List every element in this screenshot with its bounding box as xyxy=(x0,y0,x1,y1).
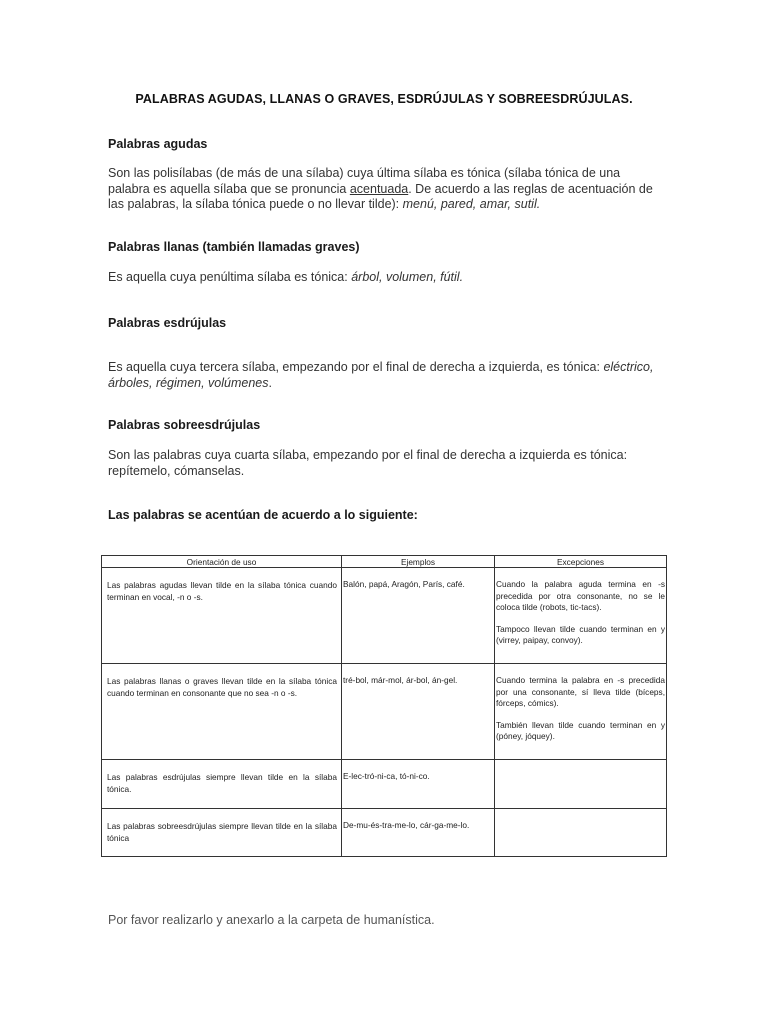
agudas-text-after: . De acuerdo a las reglas de acentuación de las palabras, la sílaba tónica puede o no llevar tilde): xyxy=(108,181,653,211)
exception-text: También llevan tilde cuando terminan en y (póney, jóquey). xyxy=(496,719,665,741)
heading-agudas: Palabras agudas xyxy=(108,137,208,151)
orientation-cell: Las palabras esdrújulas siempre llevan tilde en la sílaba tónica. xyxy=(102,760,342,809)
heading-esdrujulas: Palabras esdrújulas xyxy=(108,316,227,330)
paragraph-llanas xyxy=(108,270,658,286)
link-acentuada[interactable]: acentuada xyxy=(349,181,409,196)
exception-text: Cuando la palabra aguda termina en -s precedida por otra consonante, no se le coloca tilde (robots, tic-tacs). xyxy=(496,579,665,612)
paragraph-esdrujulas xyxy=(108,360,658,391)
examples-cell: Balón, papá, Aragón, París, café. xyxy=(342,568,495,664)
orientation-cell: Las palabras sobreesdrújulas siempre llevan tilde en la sílaba tónica xyxy=(102,809,342,857)
orientation-cell: Las palabras agudas llevan tilde en la sílaba tónica cuando terminan en vocal, -n o -s. xyxy=(102,568,342,664)
esdrujulas-text: Es aquella cuya tercera sílaba, empezando por el final de derecha a izquierda, es tónica: xyxy=(108,360,604,374)
esdrujulas-end: . xyxy=(268,375,272,390)
llanas-text: Es aquella cuya penúltima sílaba es tónica: xyxy=(108,270,352,284)
llanas-examples: árbol, volumen, fútil. xyxy=(351,270,464,284)
table-header-row xyxy=(102,556,667,568)
header-examples: Ejemplos xyxy=(342,556,495,568)
heading-llanas: Palabras llanas (también llamadas graves) xyxy=(108,240,360,254)
esdrujulas-examples: eléctrico, árboles, régimen, volúmenes xyxy=(108,360,654,390)
heading-rules: Las palabras se acentúan de acuerdo a lo siguiente: xyxy=(108,508,418,522)
paragraph-agudas xyxy=(108,166,658,213)
exceptions-cell xyxy=(495,568,667,664)
document-title: PALABRAS AGUDAS, LLANAS O GRAVES, ESDRÚJULAS Y SOBREESDRÚJULAS. xyxy=(135,92,633,106)
table-row xyxy=(102,568,667,664)
header-orientation: Orientación de uso xyxy=(102,556,342,568)
exceptions-cell xyxy=(495,760,667,809)
examples-cell: tré-bol, már-mol, ár-bol, án-gel. xyxy=(342,664,495,760)
agudas-text-before: Son las polisílabas (de más de una sílaba) cuya última sílaba es tónica (sílaba tónica de una palabra es aquella sílaba que se pronuncia xyxy=(108,166,621,196)
exception-text: Cuando termina la palabra en -s precedida por una consonante, sí lleva tilde (bíceps, fórceps, cómics). xyxy=(496,675,665,708)
table-row xyxy=(102,760,667,809)
examples-cell: De-mu-és-tra-me-lo, cár-ga-me-lo. xyxy=(342,809,495,857)
agudas-examples: menú, pared, amar, sutil. xyxy=(402,197,541,211)
exception-text: Tampoco llevan tilde cuando terminan en y (virrey, paipay, convoy). xyxy=(496,623,665,645)
table-row xyxy=(102,809,667,857)
rules-table xyxy=(101,555,667,857)
orientation-cell: Las palabras llanas o graves llevan tilde en la sílaba tónica cuando terminan en consonante que no sea -n o -s. xyxy=(102,664,342,760)
table-row xyxy=(102,664,667,760)
header-exceptions: Excepciones xyxy=(495,556,667,568)
exceptions-cell xyxy=(495,664,667,760)
paragraph-sobreesdrujulas: Son las palabras cuya cuarta sílaba, empezando por el final de derecha a izquierda es tónica: repítemelo, cómanselas. xyxy=(108,448,628,478)
examples-cell: E-lec-tró-ni-ca, tó-ni-co. xyxy=(342,760,495,809)
footer-note: Por favor realizarlo y anexarlo a la carpeta de humanística. xyxy=(108,913,435,927)
exceptions-cell xyxy=(495,809,667,857)
heading-sobreesdrujulas: Palabras sobreesdrújulas xyxy=(108,418,261,432)
